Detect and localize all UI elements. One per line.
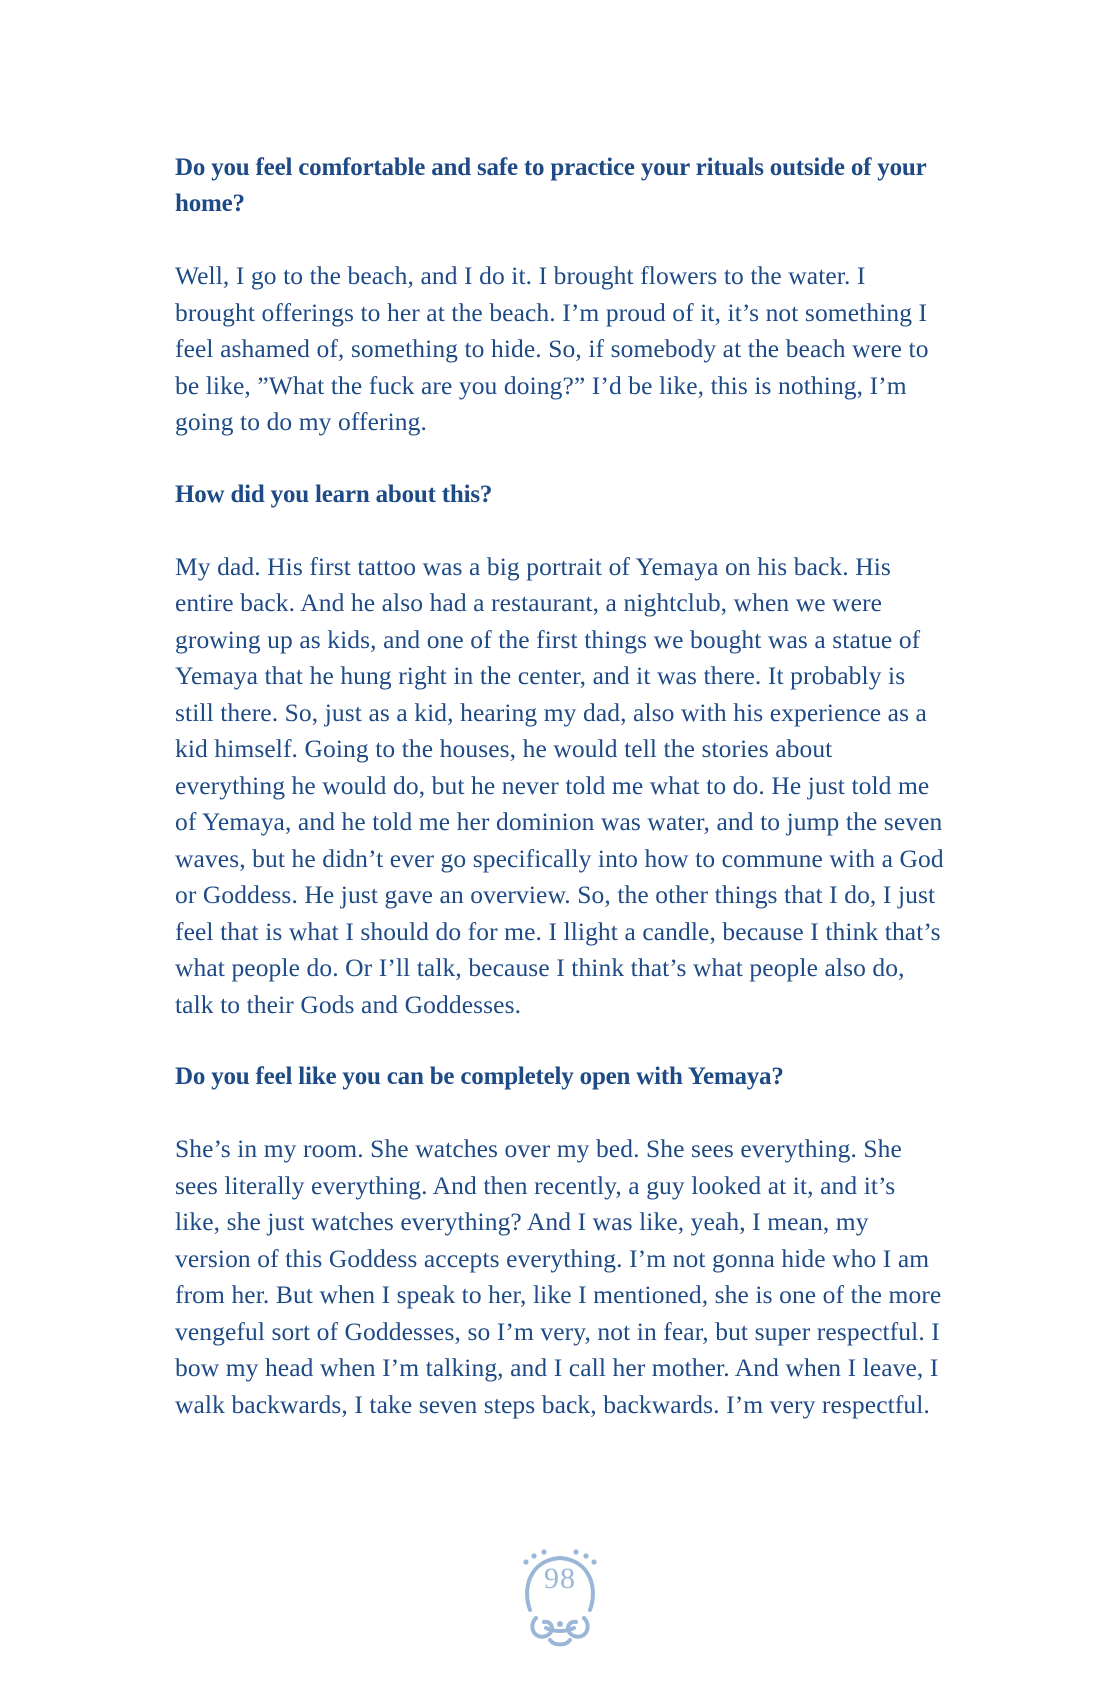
page-number: 98 (544, 1562, 576, 1595)
page-number-ornament (510, 1548, 610, 1652)
question-1: Do you feel comfortable and safe to practice your rituals outside of your home? (175, 154, 927, 217)
answer-1: Well, I go to the beach, and I do it. I brought flowers to the water. I brought offerings to her at the beach. I’m proud of it, it’s not something I feel ashamed of, something to hide. So, if somebody at the beach were to be like, ”What the fuck are you doing?” I’d be like, this is nothing, I’m going to do my offering. (175, 261, 929, 436)
answer-3: She’s in my room. She watches over my bed. She sees everything. She sees literally everything. And then recently, a guy looked at it, and it’s like, she just watches everything? And I was like, yeah, I mean, my version of this Goddess accepts everything. I’m not gonna hide who I am from her. But when I speak to her, like I mentioned, she is one of the more vengeful sort of Goddesses, so I’m very, not in fear, but super respectful. I bow my head when I’m talking, and I call her mother. And when I leave, I walk backwards, I take seven steps back, backwards. I’m very respectful. (175, 1134, 942, 1419)
question-3: Do you feel like you can be completely open with Yemaya? (175, 1063, 784, 1090)
question-2: How did you learn about this? (175, 480, 493, 508)
answer-2: My dad. His first tattoo was a big portrait of Yemaya on his back. His entire back. And he also had a restaurant, a nightclub, when we were growing up as kids, and one of the first things we bought was a statue of Yemaya that he hung right in the center, and it was there. It probably is still there. So, just as a kid, hearing my dad, also with his experience as a kid himself. Going to the houses, he would tell the stories about everything he would do, but he never told me what to do. He just told me of Yemaya, and he told me her dominion was water, and to jump the seven waves, but he didn’t ever go specifically into how to commune with a God or Goddess. He just gave an overview. So, the other things that I do, I just feel that is what I should do for me. I llight a candle, because I think that’s what people do. Or I’ll talk, because I think that’s what people also do, talk to their Gods and Goddesses. (175, 551, 944, 1019)
interview-content (175, 150, 945, 1423)
